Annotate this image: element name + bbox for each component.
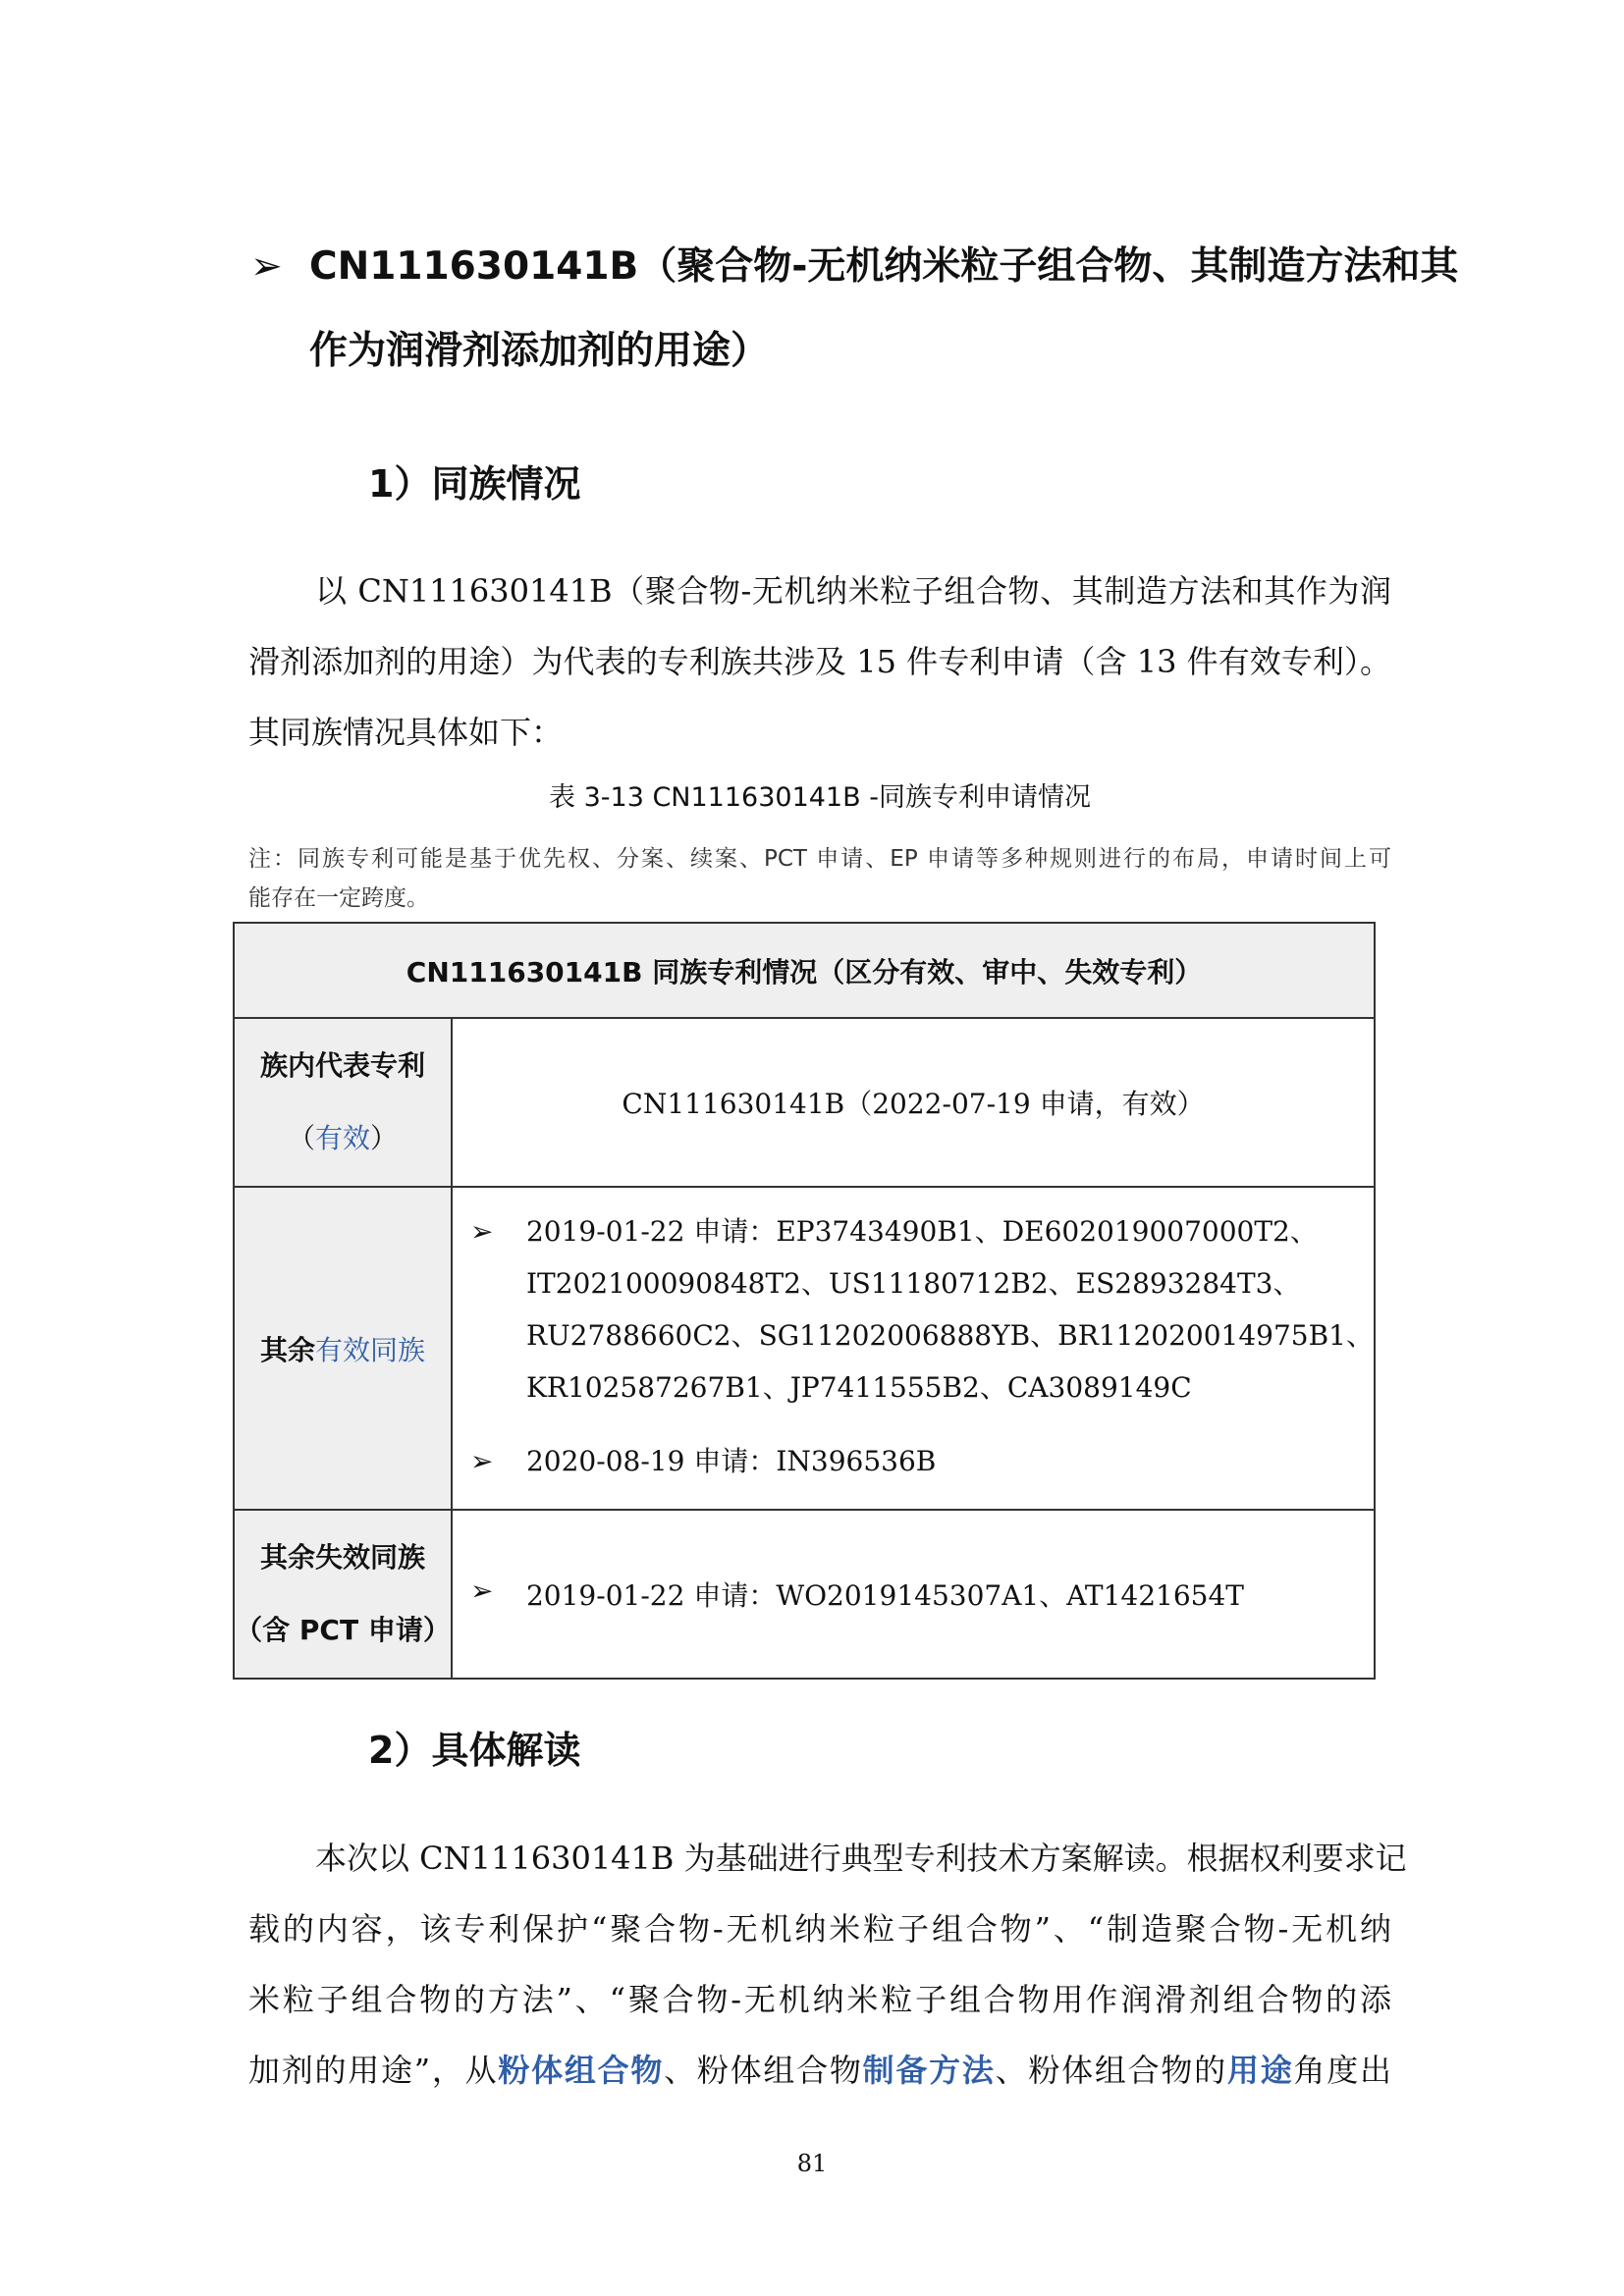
arrow-bullet-icon: ➢	[469, 1445, 494, 1477]
row-value-cell	[452, 1187, 1375, 1510]
list-item-line: RU2788660C2、SG11202006888YB、BR112020014975B1、	[525, 1319, 1374, 1352]
table-note	[248, 839, 1391, 918]
paragraph-line	[248, 2035, 1391, 2106]
representative-patent: CN111630141B（2022-07-19 申请，有效）	[622, 1088, 1205, 1120]
family-intro-paragraph	[248, 556, 1391, 768]
list-item	[453, 1575, 1374, 1614]
table-caption: 表 3-13 CN111630141B -同族专利申请情况	[549, 782, 1091, 813]
text-run: 加剂的用途”，从	[248, 2052, 499, 2089]
section-title-interpretation: 2）具体解读	[368, 1729, 581, 1772]
list-item-line: 2020-08-19 申请：IN396536B	[525, 1445, 937, 1477]
family-table	[233, 922, 1376, 1680]
valid-family-link[interactable]: 有效同族	[314, 1333, 425, 1366]
row-value-cell	[452, 1510, 1375, 1679]
page-number: 81	[796, 2150, 828, 2177]
row-label-cell	[234, 1510, 452, 1679]
note-line: 能存在一定跨度。	[248, 885, 429, 911]
row-label-cell	[234, 1187, 452, 1510]
arrow-bullet-icon: ➢	[469, 1215, 494, 1248]
row-label-open: （	[287, 1122, 315, 1154]
table-row	[234, 1187, 1375, 1510]
heading-bullet: ➢	[250, 244, 283, 289]
table-header-cell	[234, 923, 1375, 1018]
row-label	[235, 1522, 451, 1667]
paragraph-line: 以 CN111630141B（聚合物-无机纳米粒子组合物、其制造方法和其作为润	[315, 572, 1391, 610]
patent-title-line1: CN111630141B（聚合物-无机纳米粒子组合物、其制造方法和其	[309, 244, 1459, 289]
list-item	[453, 1435, 1374, 1487]
note-line: 注：同族专利可能是基于优先权、分案、续案、PCT 申请、EP 申请等多种规则进行的布局，申请时间上可	[248, 846, 1391, 872]
valid-family-list	[453, 1188, 1374, 1509]
row-label	[235, 1030, 451, 1175]
row-label-line: 族内代表专利	[259, 1049, 425, 1082]
text-run: 、粉体组合物的	[995, 2052, 1227, 2089]
list-item-line: KR102587267B1、JP7411555B2、CA3089149C	[525, 1371, 1192, 1404]
use-link[interactable]: 用途	[1226, 2052, 1294, 2089]
row-label-close: ）	[370, 1122, 399, 1154]
interpretation-paragraph	[248, 1823, 1407, 2106]
paragraph-line: 滑剂添加剂的用途）为代表的专利族共涉及 15 件专利申请（含 13 件有效专利）。	[248, 643, 1391, 680]
paragraph-line: 米粒子组合物的方法”、“聚合物-无机纳米粒子组合物用作润滑剂组合物的添	[248, 1981, 1391, 2018]
paragraph-line: 其同族情况具体如下：	[248, 714, 564, 751]
list-item-line: IT202100090848T2、US11180712B2、ES2893284T3、	[525, 1267, 1301, 1300]
paragraph-line: 载的内容，该专利保护“聚合物-无机纳米粒子组合物”、“制造聚合物-无机纳	[248, 1910, 1391, 1948]
patent-title-line2: 作为润滑剂添加剂的用途）	[309, 329, 770, 373]
arrow-bullet-icon: ➢	[469, 1575, 494, 1607]
list-item-line: 2019-01-22 申请：EP3743490B1、DE602019007000T2、	[525, 1215, 1318, 1248]
row-label-line: 其余失效同族	[259, 1541, 425, 1574]
row-label-line: （含 PCT 申请）	[235, 1614, 451, 1646]
table-row	[234, 1510, 1375, 1679]
paragraph-line: 本次以 CN111630141B 为基础进行典型专利技术方案解读。根据权利要求记	[315, 1840, 1407, 1877]
list-item	[453, 1205, 1374, 1414]
table-row	[234, 1018, 1375, 1187]
row-value-cell	[452, 1018, 1375, 1187]
table-header-text: CN111630141B 同族专利情况（区分有效、审中、失效专利）	[406, 955, 1203, 988]
table-header-row	[234, 923, 1375, 1018]
text-run: 、粉体组合物	[664, 2052, 863, 2089]
section-title-family: 1）同族情况	[368, 462, 581, 506]
list-item-line: 2019-01-22 申请：WO2019145307A1、AT1421654T	[525, 1579, 1244, 1612]
row-label-prefix: 其余	[259, 1333, 315, 1366]
preparation-method-link[interactable]: 制备方法	[862, 2052, 996, 2089]
valid-link[interactable]: 有效	[314, 1122, 370, 1154]
row-label-cell	[234, 1018, 452, 1187]
powder-composition-link[interactable]: 粉体组合物	[498, 2052, 665, 2089]
text-run: 角度出	[1293, 2052, 1391, 2089]
